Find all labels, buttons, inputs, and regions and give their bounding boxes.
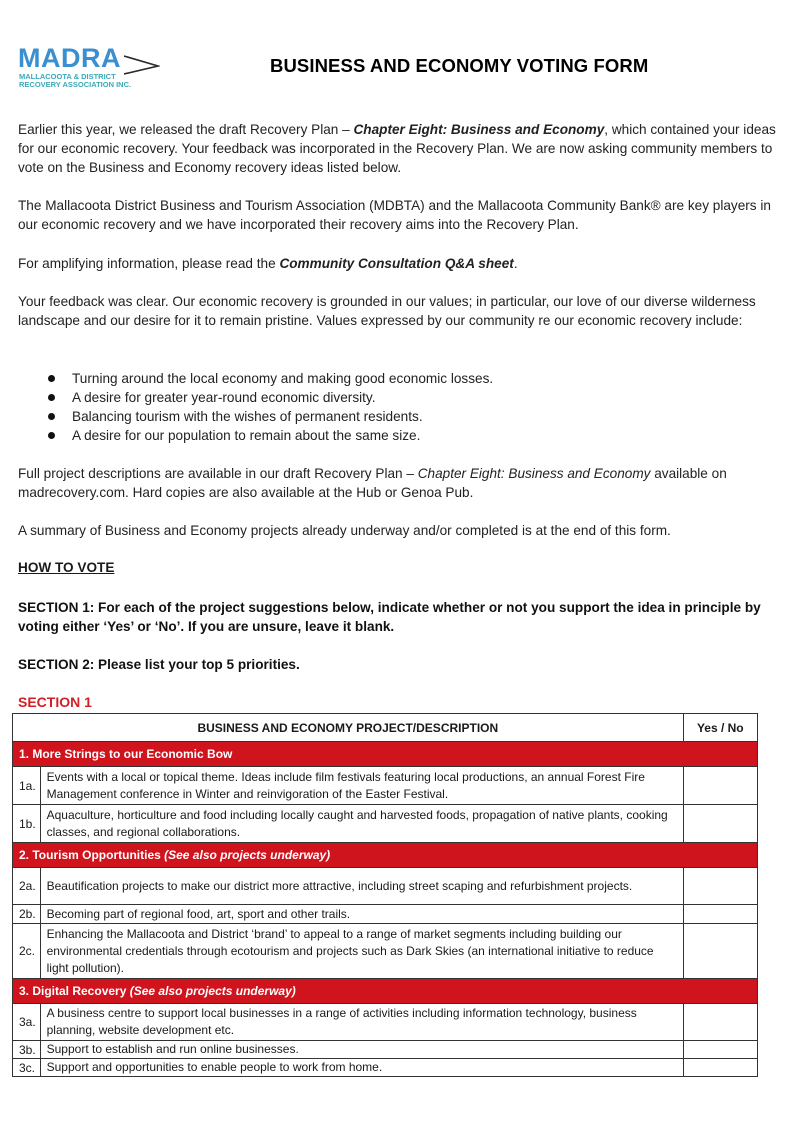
table-section-row xyxy=(13,742,758,767)
list-item: A desire for greater year-round economic diversity. xyxy=(46,388,766,407)
intro-paragraph-6: A summary of Business and Economy projects already underway and/or completed is at the end of this form. xyxy=(18,523,671,538)
form-title: BUSINESS AND ECONOMY VOTING FORM xyxy=(270,55,649,76)
vote-cell[interactable] xyxy=(683,1004,757,1041)
chapter-title-emphasis: Chapter Eight: Business and Economy xyxy=(353,122,605,137)
vote-cell[interactable] xyxy=(683,1059,757,1077)
logo-arrow-icon xyxy=(124,52,160,76)
intro-paragraph-5 xyxy=(18,464,788,502)
qa-sheet-reference: Community Consultation Q&A sheet xyxy=(279,256,514,271)
intro-paragraph-3 xyxy=(18,254,788,273)
bullet-icon xyxy=(48,413,55,420)
vote-cell[interactable] xyxy=(683,868,757,905)
section-title: 2. Tourism Opportunities xyxy=(19,848,165,862)
vote-cell[interactable] xyxy=(683,924,757,979)
project-number: 2b. xyxy=(13,905,41,924)
list-item: A desire for our population to remain about the same size. xyxy=(46,426,766,445)
section-title: 3. Digital Recovery xyxy=(19,984,130,998)
table-section-row xyxy=(13,979,758,1004)
project-number: 1a. xyxy=(13,767,41,805)
section-note: (See also projects underway) xyxy=(129,984,296,998)
intro-paragraph-1 xyxy=(18,120,788,177)
project-description: Support and opportunities to enable people to work from home. xyxy=(40,1059,683,1077)
project-description: Events with a local or topical theme. Ideas include film festivals featuring local productions, an annual Forest Fire Management conference in Winter and reinvigoration of the Easter Festival. xyxy=(40,767,683,805)
project-description: Becoming part of regional food, art, sport and other trails. xyxy=(40,905,683,924)
project-description: Aquaculture, horticulture and food including locally caught and harvested foods, propagation of native plants, cooking classes, and regional collaborations. xyxy=(40,805,683,843)
how-to-vote-heading: HOW TO VOTE xyxy=(18,560,115,575)
table-row xyxy=(13,1059,758,1077)
logo-subtitle-line2: RECOVERY ASSOCIATION INC. xyxy=(19,80,132,89)
project-number: 3c. xyxy=(13,1059,41,1077)
table-row xyxy=(13,767,758,805)
table-row xyxy=(13,924,758,979)
intro-p5-text-cont: available on madrecovery.com. Hard copies are also available at the Hub or Genoa Pub. xyxy=(18,466,727,500)
project-number: 2c. xyxy=(13,924,41,979)
table-row xyxy=(13,905,758,924)
intro-p3-end: . xyxy=(513,256,518,271)
project-number: 3b. xyxy=(13,1041,41,1059)
list-item: Turning around the local economy and making good economic losses. xyxy=(46,369,766,388)
intro-paragraph-4: Your feedback was clear. Our economic recovery is grounded in our values; in particular, our love of our diverse wilderness landscape and our desire for it to remain pristine. Values expressed by our community re our economic recovery include: xyxy=(18,294,756,328)
logo-subtitle-line1: MALLACOOTA & DISTRICT xyxy=(19,72,116,81)
vote-cell[interactable] xyxy=(683,905,757,924)
header-yes-no: Yes / No xyxy=(683,714,757,742)
logo-wordmark: MADRA xyxy=(18,43,121,73)
table-row xyxy=(13,1041,758,1059)
table-row xyxy=(13,805,758,843)
project-description: Support to establish and run online businesses. xyxy=(40,1041,683,1059)
bullet-icon xyxy=(48,375,55,382)
intro-p1-text-cont: , which contained your ideas for our economic recovery. Your feedback was incorporated in the Recovery Plan. We are now asking community members to vote on the Business and Economy recovery ideas listed below. xyxy=(18,122,776,175)
table-section-row xyxy=(13,843,758,868)
intro-p3-text: For amplifying information, please read the xyxy=(18,256,280,271)
vote-cell[interactable] xyxy=(683,767,757,805)
section1-instructions: SECTION 1: For each of the project suggestions below, indicate whether or not you support the idea in principle by voting either ‘Yes’ or ‘No’. If you are unsure, leave it blank. xyxy=(18,600,761,634)
bullet-icon xyxy=(48,394,55,401)
madra-logo xyxy=(18,44,158,94)
project-description: Beautification projects to make our district more attractive, including street scaping and refurbishment projects. xyxy=(40,868,683,905)
project-number: 3a. xyxy=(13,1004,41,1041)
table-row xyxy=(13,1004,758,1041)
values-bullet-list xyxy=(46,369,766,445)
section1-label: SECTION 1 xyxy=(18,694,92,710)
intro-p1-text: Earlier this year, we released the draft Recovery Plan – xyxy=(18,122,354,137)
table-header-row xyxy=(13,714,758,742)
project-description: A business centre to support local businesses in a range of activities including information technology, business planning, website development etc. xyxy=(40,1004,683,1041)
intro-p5-text: Full project descriptions are available in our draft Recovery Plan – xyxy=(18,466,418,481)
voting-table xyxy=(12,713,758,1077)
bullet-icon xyxy=(48,432,55,439)
section2-instructions: SECTION 2: Please list your top 5 priorities. xyxy=(18,657,300,672)
chapter-title-italic: Chapter Eight: Business and Economy xyxy=(417,466,651,481)
vote-cell[interactable] xyxy=(683,805,757,843)
table-row xyxy=(13,868,758,905)
intro-paragraph-2: The Mallacoota District Business and Tourism Association (MDBTA) and the Mallacoota Community Bank® are key players in our economic recovery and we have incorporated their recovery aims into the Recovery Plan. xyxy=(18,198,771,232)
header-description: BUSINESS AND ECONOMY PROJECT/DESCRIPTION xyxy=(13,714,684,742)
section-note: (See also projects underway) xyxy=(164,848,331,862)
vote-cell[interactable] xyxy=(683,1041,757,1059)
list-item: Balancing tourism with the wishes of permanent residents. xyxy=(46,407,766,426)
project-number: 2a. xyxy=(13,868,41,905)
project-number: 1b. xyxy=(13,805,41,843)
project-description: Enhancing the Mallacoota and District ‘brand’ to appeal to a range of market segments including building our environmental credentials through ecotourism and projects such as Dark Skies (an international initiative to reduce light pollution). xyxy=(40,924,683,979)
section-title: 1. More Strings to our Economic Bow xyxy=(19,747,233,761)
